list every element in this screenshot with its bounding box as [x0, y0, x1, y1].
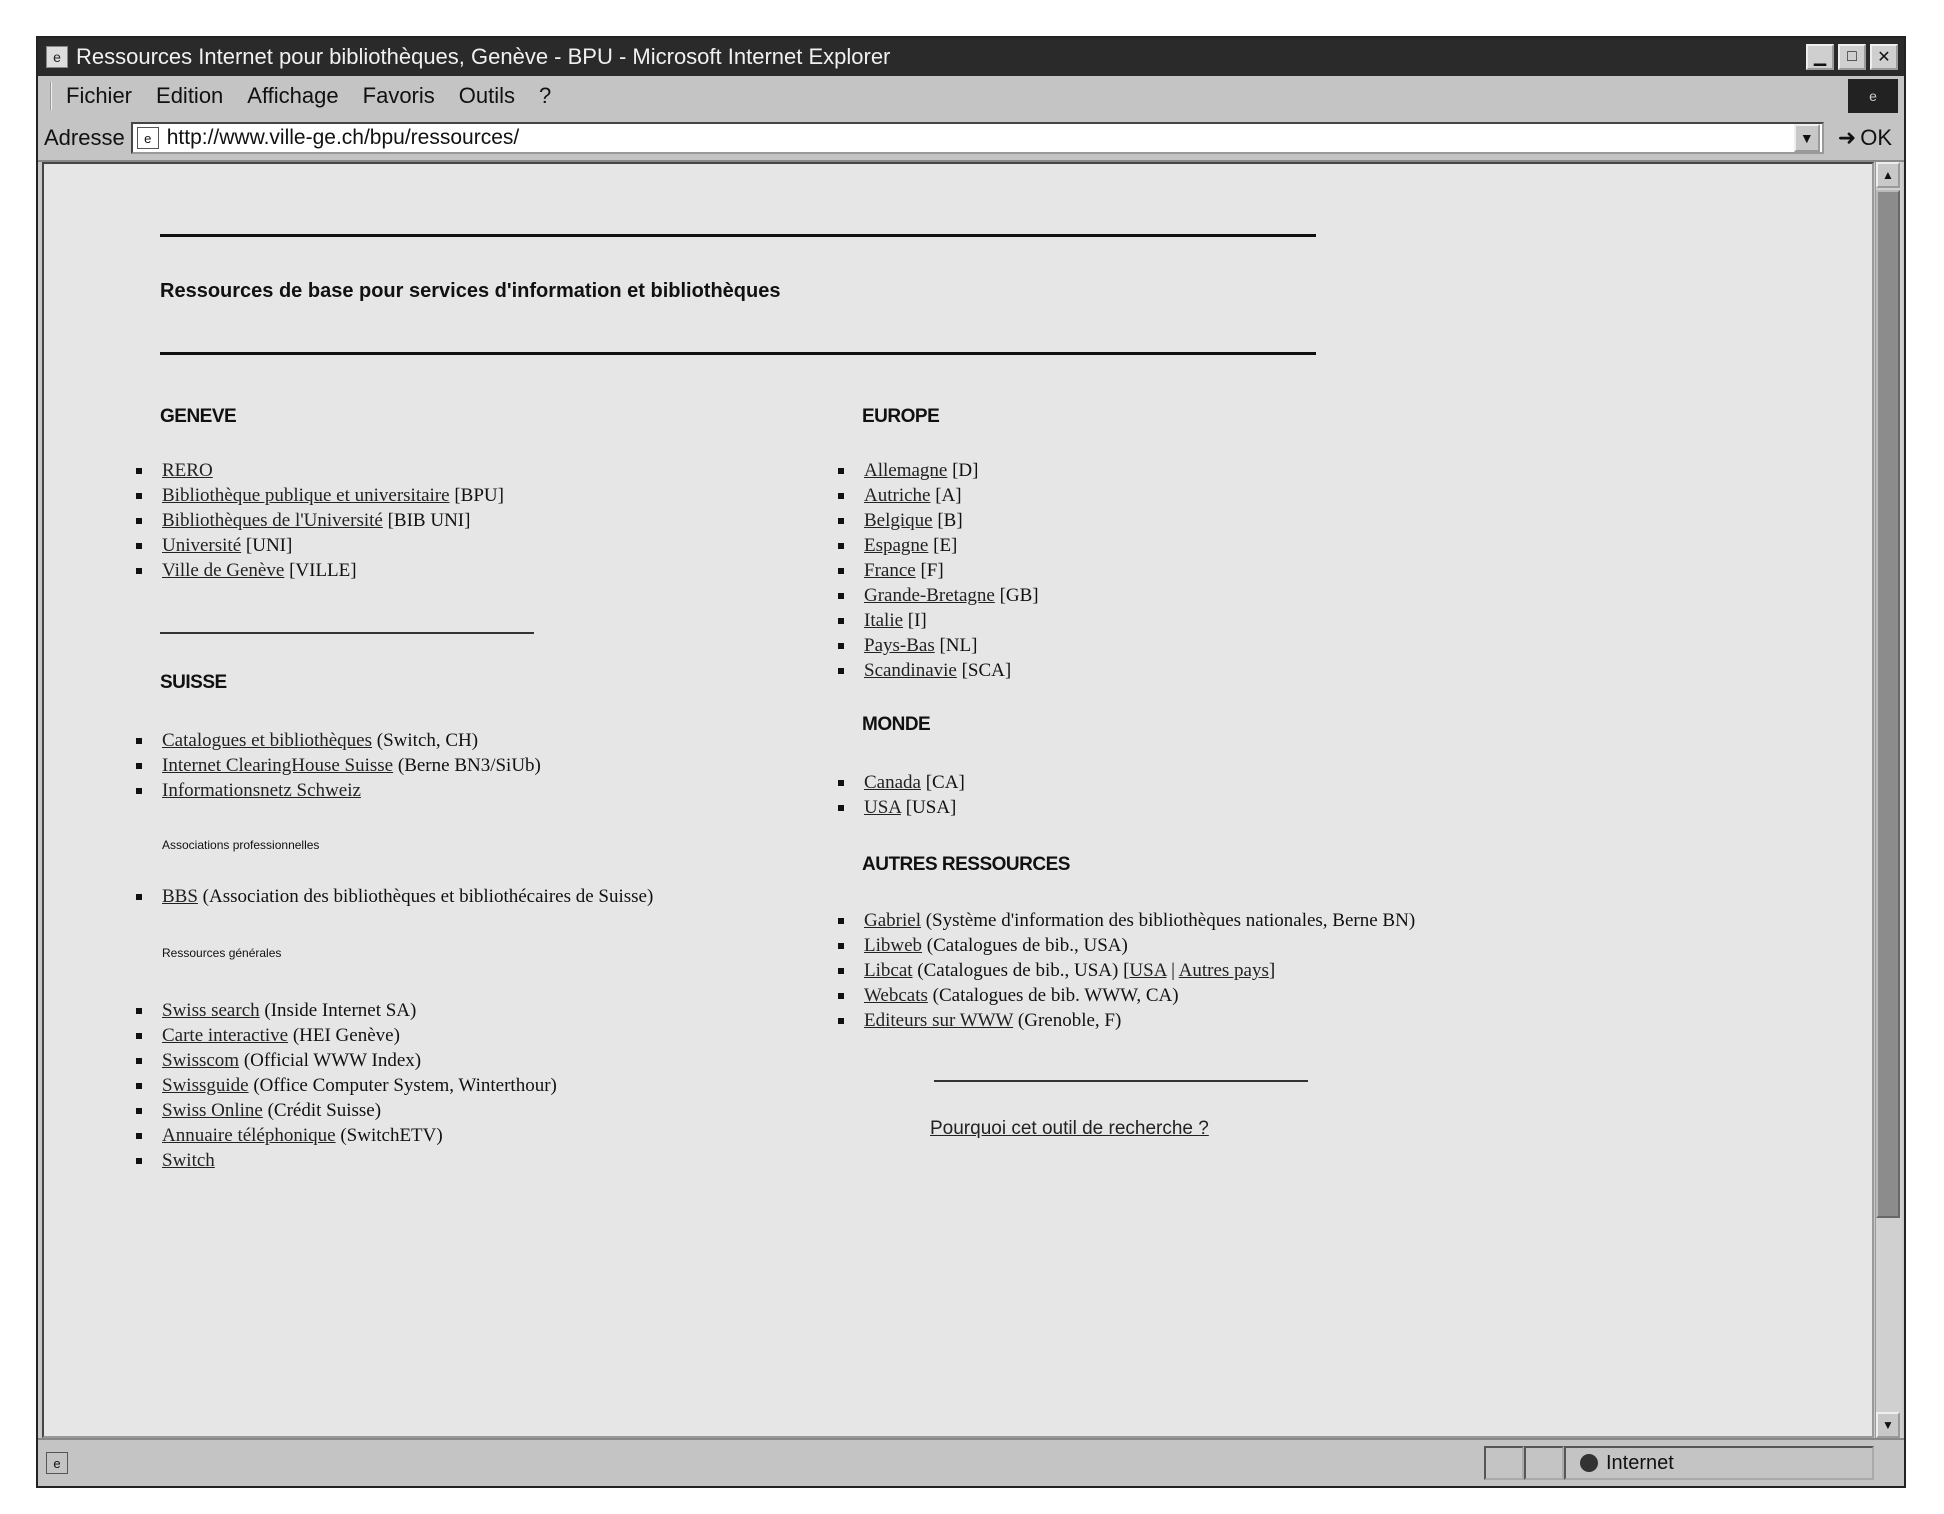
subsection-associations: Associations professionnelles	[162, 838, 320, 852]
link-libweb[interactable]: Libweb	[864, 935, 923, 956]
list-geneve	[136, 458, 504, 583]
list-item: BBS (Association des bibliothèques et bibliothécaires de Suisse)	[136, 884, 653, 909]
section-title-europe: EUROPE	[862, 406, 940, 427]
link-pourquoi[interactable]: Pourquoi cet outil de recherche ?	[930, 1118, 1209, 1139]
address-bar	[38, 116, 1904, 162]
window-title: Ressources Internet pour bibliothèques, Genève - BPU - Microsoft Internet Explorer	[76, 44, 891, 69]
list-ressources-generales	[136, 998, 557, 1173]
section-title-suisse: SUISSE	[160, 672, 227, 693]
address-dropdown-button[interactable]: ▼	[1794, 124, 1820, 152]
status-pane	[1524, 1446, 1564, 1480]
link-libcat[interactable]: Libcat	[864, 960, 913, 981]
link-swiss-online[interactable]: Swiss Online	[162, 1100, 263, 1121]
link-annuaire[interactable]: Annuaire téléphonique	[162, 1125, 336, 1146]
section-title-geneve: GENEVE	[160, 406, 237, 427]
link-bib-uni[interactable]: Bibliothèques de l'Université	[162, 510, 383, 531]
link-belgique[interactable]: Belgique	[864, 510, 933, 531]
list-suisse	[136, 728, 541, 803]
divider	[160, 352, 1316, 355]
link-editeurs[interactable]: Editeurs sur WWW	[864, 1010, 1014, 1031]
go-button[interactable]	[1838, 125, 1892, 151]
list-item: Libweb (Catalogues de bib., USA)	[838, 933, 1415, 958]
link-catalogues[interactable]: Catalogues et bibliothèques	[162, 730, 373, 751]
go-arrow-icon: ➜	[1837, 125, 1857, 150]
section-title-monde: MONDE	[862, 714, 931, 735]
link-libcat-usa[interactable]: USA	[1129, 960, 1167, 981]
scroll-up-button[interactable]: ▲	[1876, 162, 1900, 188]
link-informationsnetz[interactable]: Informationsnetz Schweiz	[162, 780, 361, 801]
subsection-ressources-generales: Ressources générales	[162, 946, 282, 960]
list-monde	[838, 770, 965, 820]
list-item: USA [USA]	[838, 795, 965, 820]
list-item: Grande-Bretagne [GB]	[838, 583, 1039, 608]
menu-affichage[interactable]: Affichage	[247, 83, 339, 108]
list-item: Gabriel (Système d'information des bibliothèques nationales, Berne BN)	[838, 908, 1415, 933]
page-status-icon: e	[46, 1452, 68, 1474]
link-allemagne[interactable]: Allemagne	[864, 460, 948, 481]
list-item: Canada [CA]	[838, 770, 965, 795]
go-label: OK	[1860, 125, 1892, 150]
maximize-button[interactable]: □	[1838, 44, 1866, 70]
list-item: France [F]	[838, 558, 1039, 583]
link-swissguide[interactable]: Swissguide	[162, 1075, 249, 1096]
link-bpu[interactable]: Bibliothèque publique et universitaire	[162, 485, 450, 506]
link-autriche[interactable]: Autriche	[864, 485, 931, 506]
browser-window	[36, 36, 1906, 1488]
menu-edition[interactable]: Edition	[156, 83, 224, 108]
link-scandinavie[interactable]: Scandinavie	[864, 660, 957, 681]
address-url[interactable]: http://www.ville-ge.ch/bpu/ressources/	[166, 126, 520, 149]
list-item: Swiss Online (Crédit Suisse)	[136, 1098, 557, 1123]
ie-app-icon: e	[46, 46, 68, 68]
status-bar	[38, 1438, 1904, 1486]
link-usa[interactable]: USA	[864, 797, 901, 818]
address-input[interactable]	[131, 122, 1824, 154]
link-france[interactable]: France	[864, 560, 916, 581]
list-europe	[838, 458, 1039, 683]
link-pays-bas[interactable]: Pays-Bas	[864, 635, 935, 656]
list-item: Bibliothèques de l'Université [BIB UNI]	[136, 508, 504, 533]
minimize-button[interactable]: ▁	[1806, 44, 1834, 70]
list-autres	[838, 908, 1415, 1033]
link-webcats[interactable]: Webcats	[864, 985, 928, 1006]
address-label: Adresse	[44, 125, 125, 150]
link-rero[interactable]: RERO	[162, 460, 213, 481]
list-associations	[136, 884, 653, 909]
list-item: Allemagne [D]	[838, 458, 1039, 483]
list-item: Webcats (Catalogues de bib. WWW, CA)	[838, 983, 1415, 1008]
menu-favoris[interactable]: Favoris	[362, 83, 435, 108]
link-clearinghouse[interactable]: Internet ClearingHouse Suisse	[162, 755, 394, 776]
list-item: Belgique [B]	[838, 508, 1039, 533]
menu-outils[interactable]: Outils	[458, 83, 516, 108]
link-libcat-autres-pays[interactable]: Autres pays	[1178, 960, 1269, 981]
list-item: Editeurs sur WWW (Grenoble, F)	[838, 1008, 1415, 1033]
link-grande-bretagne[interactable]: Grande-Bretagne	[864, 585, 995, 606]
close-button[interactable]: ✕	[1870, 44, 1898, 70]
list-item: Swisscom (Official WWW Index)	[136, 1048, 557, 1073]
link-swiss-search[interactable]: Swiss search	[162, 1000, 260, 1021]
list-item: Espagne [E]	[838, 533, 1039, 558]
divider	[160, 632, 534, 634]
link-canada[interactable]: Canada	[864, 772, 921, 793]
link-ville[interactable]: Ville de Genève	[162, 560, 285, 581]
title-bar	[38, 38, 1904, 76]
list-item: Carte interactive (HEI Genève)	[136, 1023, 557, 1048]
list-item: Italie [I]	[838, 608, 1039, 633]
link-gabriel[interactable]: Gabriel	[864, 910, 921, 931]
menu-help[interactable]: ?	[539, 83, 552, 108]
page-icon: e	[137, 127, 159, 149]
list-item: Ville de Genève [VILLE]	[136, 558, 504, 583]
zone-label: Internet	[1606, 1451, 1674, 1474]
status-pane	[1484, 1446, 1524, 1480]
list-item: Pays-Bas [NL]	[838, 633, 1039, 658]
link-uni[interactable]: Université	[162, 535, 242, 556]
security-zone	[1564, 1446, 1874, 1480]
link-switch[interactable]: Switch	[162, 1150, 215, 1171]
toolbar-grip[interactable]	[50, 82, 56, 110]
scroll-down-button[interactable]: ▼	[1876, 1412, 1900, 1438]
list-item: Swiss search (Inside Internet SA)	[136, 998, 557, 1023]
link-swisscom[interactable]: Swisscom	[162, 1050, 240, 1071]
list-item: Swissguide (Office Computer System, Winterthour)	[136, 1073, 557, 1098]
list-item: Annuaire téléphonique (SwitchETV)	[136, 1123, 557, 1148]
list-item	[136, 458, 504, 483]
list-item	[136, 1148, 557, 1173]
link-carte-interactive[interactable]: Carte interactive	[162, 1025, 289, 1046]
page-viewport	[42, 162, 1874, 1438]
ie-logo-icon: e	[1848, 79, 1898, 113]
list-item: Catalogues et bibliothèques (Switch, CH)	[136, 728, 541, 753]
list-item: Université [UNI]	[136, 533, 504, 558]
list-item: Internet ClearingHouse Suisse (Berne BN3/SiUb)	[136, 753, 541, 778]
list-item: Bibliothèque publique et universitaire [BPU]	[136, 483, 504, 508]
section-title-autres: AUTRES RESSOURCES	[862, 854, 1070, 875]
list-item: Libcat (Catalogues de bib., USA) [USA | Autres pays]	[838, 958, 1415, 983]
list-item: Scandinavie [SCA]	[838, 658, 1039, 683]
list-item: Autriche [A]	[838, 483, 1039, 508]
link-italie[interactable]: Italie	[864, 610, 904, 631]
divider	[934, 1080, 1308, 1082]
link-espagne[interactable]: Espagne	[864, 535, 929, 556]
menu-fichier[interactable]: Fichier	[66, 83, 133, 108]
menu-bar	[38, 76, 1904, 117]
link-bbs[interactable]: BBS	[162, 886, 198, 907]
list-item	[136, 778, 541, 803]
scroll-thumb[interactable]	[1876, 190, 1900, 1218]
divider	[160, 234, 1316, 237]
vertical-scrollbar[interactable]	[1875, 162, 1902, 1438]
page-heading: Ressources de base pour services d'information et bibliothèques	[160, 280, 781, 302]
globe-icon	[1580, 1454, 1598, 1472]
